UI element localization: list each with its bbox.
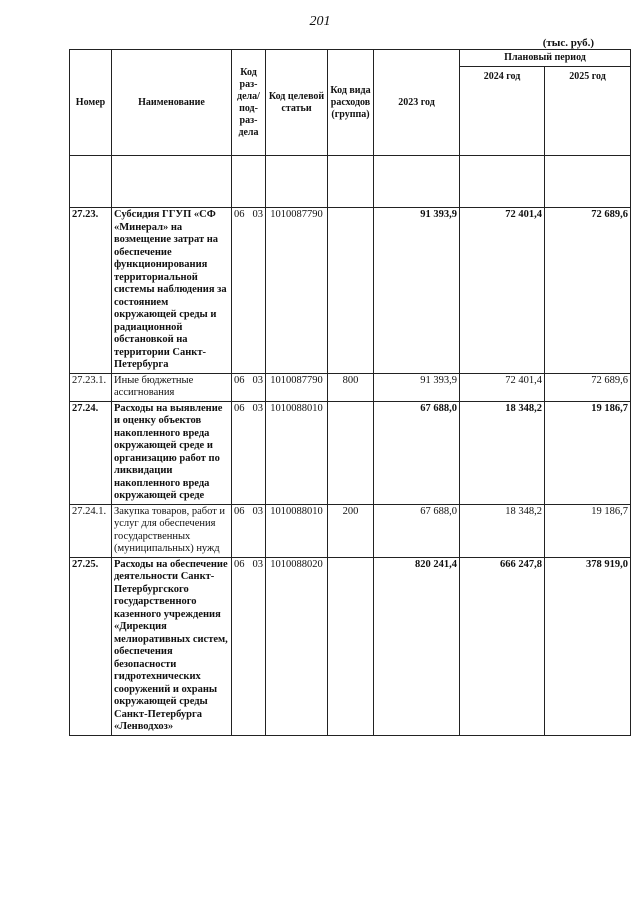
table-row [70,504,631,557]
podrazdel-code: 03 [252,402,263,414]
header-y2023: 2023 год [374,50,460,156]
row-y2023: 67 688,0 [374,401,460,504]
row-vid [328,401,374,504]
row-name: Расходы на выявление и оценку объектов накопленного вреда окружающей среде и организацию работ по ликвидации накопленного вреда окружающей среде [112,401,232,504]
row-y2025: 19 186,7 [545,504,631,557]
row-number: 27.24.1. [70,504,112,557]
header-name: Наименование [112,50,232,156]
podrazdel-code: 03 [252,558,263,570]
row-y2024: 18 348,2 [460,401,545,504]
razdel-code: 06 [234,558,245,570]
row-y2024: 666 247,8 [460,557,545,735]
page-number: 201 [309,14,331,29]
row-target: 1010088020 [266,557,328,735]
header-plan: Плановый период [460,50,631,67]
row-number: 27.23. [70,208,112,374]
row-y2025: 72 689,6 [545,208,631,374]
row-razdel [232,208,266,374]
table-row [70,373,631,401]
row-name: Расходы на обеспечение деятельности Санкт-Петербургского государственного казенного учреждения «Дирекция мелиоративных систем, обеспечения безопасности гидротехнических сооружений и охраны окружающей среды Санкт-Петербурга «Ленводхоз» [112,557,232,735]
razdel-code: 06 [234,505,245,517]
units-label: (тыс. руб.) [542,37,594,49]
row-vid [328,208,374,374]
razdel-code: 06 [234,402,245,414]
header-y2024: 2024 год [460,67,545,156]
row-y2025: 19 186,7 [545,401,631,504]
row-y2025: 72 689,6 [545,373,631,401]
row-razdel [232,504,266,557]
row-y2023: 820 241,4 [374,557,460,735]
row-number: 27.23.1. [70,373,112,401]
row-target: 1010088010 [266,401,328,504]
row-razdel [232,401,266,504]
razdel-code: 06 [234,374,245,386]
table-row [70,401,631,504]
row-vid [328,557,374,735]
row-razdel [232,557,266,735]
row-target: 1010087790 [266,373,328,401]
podrazdel-code: 03 [252,209,263,220]
row-vid: 200 [328,504,374,557]
razdel-code: 06 [234,209,245,220]
row-razdel [232,373,266,401]
row-y2023: 67 688,0 [374,504,460,557]
row-vid: 800 [328,373,374,401]
header-vid: Код вида расходов (группа) [328,50,374,156]
header-target: Код целевой статьи [266,50,328,156]
row-name: Закупка товаров, работ и услуг для обеспечения государственных (муниципальных) нужд [112,504,232,557]
row-y2023: 91 393,9 [374,208,460,374]
header-y2025: 2025 год [545,67,631,156]
table-row [70,557,631,735]
table-row [70,208,631,374]
row-y2023: 91 393,9 [374,373,460,401]
row-target: 1010088010 [266,504,328,557]
row-number: 27.25. [70,557,112,735]
row-y2024: 72 401,4 [460,373,545,401]
table-spacer-row [70,156,631,208]
row-name: Иные бюджетные ассигнования [112,373,232,401]
header-razdel: Код раз-дела/ под-раз-дела [232,50,266,156]
budget-table [69,49,631,736]
row-number: 27.24. [70,401,112,504]
row-y2024: 72 401,4 [460,208,545,374]
row-target: 1010087790 [266,208,328,374]
row-y2025: 378 919,0 [545,557,631,735]
podrazdel-code: 03 [252,374,263,386]
row-y2024: 18 348,2 [460,504,545,557]
podrazdel-code: 03 [252,505,263,517]
header-num: Номер [70,50,112,156]
row-name: Субсидия ГГУП «СФ «Минерал» на возмещение затрат на обеспечение функционирования территориальной системы наблюдения за состоянием окружающей среды и радиационной обстановкой на территории Санкт-Петербурга [112,208,232,374]
